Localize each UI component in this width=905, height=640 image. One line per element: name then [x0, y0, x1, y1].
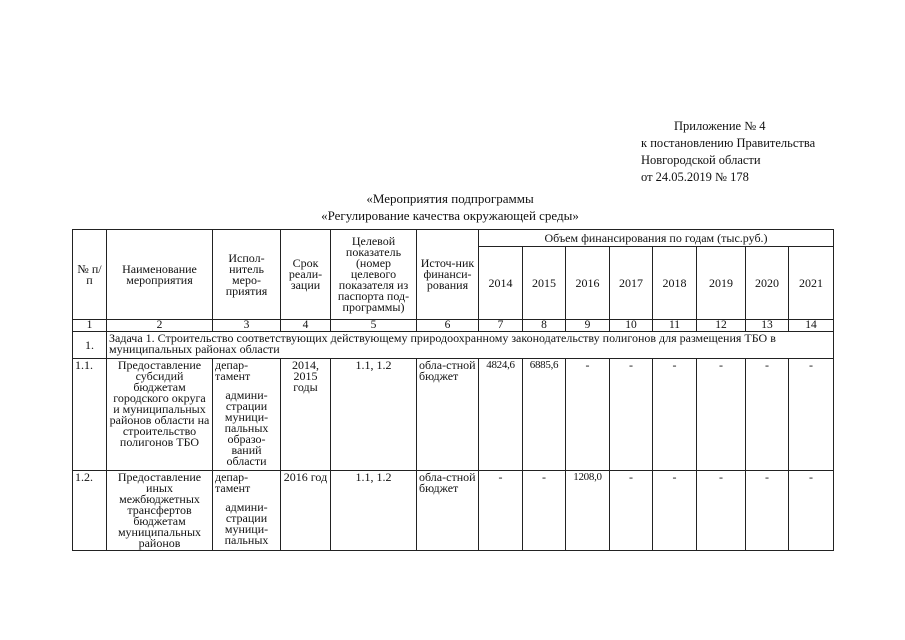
value-cell: 6885,6	[523, 359, 566, 471]
column-number: 13	[746, 320, 789, 332]
task-num: 1.	[73, 332, 107, 359]
header-financing: Объем финансирования по годам (тыс.руб.)	[479, 230, 834, 247]
year-header: 2014	[479, 247, 523, 320]
title-line-2: «Регулирование качества окружающей среды»	[321, 208, 579, 223]
table-row	[73, 471, 834, 551]
task-row	[73, 332, 834, 359]
value-cell: -	[653, 359, 697, 471]
header-row-1	[73, 230, 834, 247]
executor-part: админи-страции муници-пальных образо-ваний области	[224, 388, 269, 468]
appendix-line: от 24.05.2019 № 178	[641, 170, 749, 184]
column-number: 3	[213, 320, 281, 332]
header-term: Срок реали-зации	[281, 230, 331, 320]
header-num: № п/п	[73, 230, 107, 320]
column-number: 9	[566, 320, 610, 332]
value-cell: 1208,0	[566, 471, 610, 551]
year-header: 2016	[566, 247, 610, 320]
executor-part: депар-тамент	[215, 470, 251, 495]
row-term: 2016 год	[281, 471, 331, 551]
measures-table	[72, 229, 834, 551]
column-number-row	[73, 320, 834, 332]
column-number: 6	[417, 320, 479, 332]
document-title	[200, 190, 700, 224]
appendix-line: Приложение № 4	[674, 119, 766, 133]
row-name: Предоставление иных межбюджетных трансфертов бюджетам муниципальных районов	[107, 471, 213, 551]
executor-part: админи-страции муници-пальных	[224, 500, 269, 547]
row-name: Предоставление субсидий бюджетам городского округа и муниципальных районов области на строительство полигонов ТБО	[107, 359, 213, 471]
value-cell: -	[479, 471, 523, 551]
title-line-1: «Мероприятия подпрограммы	[366, 191, 534, 206]
table-row	[73, 359, 834, 471]
value-cell: -	[697, 471, 746, 551]
year-header: 2019	[697, 247, 746, 320]
appendix-block	[641, 118, 891, 186]
row-indicator: 1.1, 1.2	[331, 471, 417, 551]
value-cell: -	[566, 359, 610, 471]
column-number: 5	[331, 320, 417, 332]
year-header: 2020	[746, 247, 789, 320]
header-indicator: Целевой показатель (номер целевого показателя из паспорта под-программы)	[331, 230, 417, 320]
value-cell: -	[746, 471, 789, 551]
year-header: 2015	[523, 247, 566, 320]
value-cell: -	[697, 359, 746, 471]
column-number: 12	[697, 320, 746, 332]
row-executor	[213, 471, 281, 551]
header-name: Наименование мероприятия	[107, 230, 213, 320]
task-text: Задача 1. Строительство соответствующих действующему природоохранному законодательству полигонов для размещения ТБО в муниципальных районах области	[107, 332, 834, 359]
year-header: 2021	[789, 247, 834, 320]
year-header: 2017	[610, 247, 653, 320]
row-source: обла-стной бюджет	[417, 359, 479, 471]
value-cell: -	[523, 471, 566, 551]
row-source: обла-стной бюджет	[417, 471, 479, 551]
row-num: 1.2.	[73, 471, 107, 551]
column-number: 7	[479, 320, 523, 332]
appendix-line: к постановлению Правительства	[641, 136, 816, 150]
column-number: 14	[789, 320, 834, 332]
value-cell: -	[610, 359, 653, 471]
row-num: 1.1.	[73, 359, 107, 471]
value-cell: -	[789, 471, 834, 551]
header-executor: Испол-нитель меро-приятия	[213, 230, 281, 320]
year-header: 2018	[653, 247, 697, 320]
column-number: 8	[523, 320, 566, 332]
value-cell: -	[653, 471, 697, 551]
row-indicator: 1.1, 1.2	[331, 359, 417, 471]
column-number: 11	[653, 320, 697, 332]
column-number: 1	[73, 320, 107, 332]
row-term: 2014, 2015 годы	[281, 359, 331, 471]
value-cell: 4824,6	[479, 359, 523, 471]
row-executor	[213, 359, 281, 471]
value-cell: -	[610, 471, 653, 551]
column-number: 4	[281, 320, 331, 332]
value-cell: -	[789, 359, 834, 471]
appendix-line: Новгородской области	[641, 153, 761, 167]
header-source: Источ-ник финанси-рования	[417, 230, 479, 320]
column-number: 2	[107, 320, 213, 332]
column-number: 10	[610, 320, 653, 332]
executor-part: депар-тамент	[215, 358, 251, 383]
value-cell: -	[746, 359, 789, 471]
